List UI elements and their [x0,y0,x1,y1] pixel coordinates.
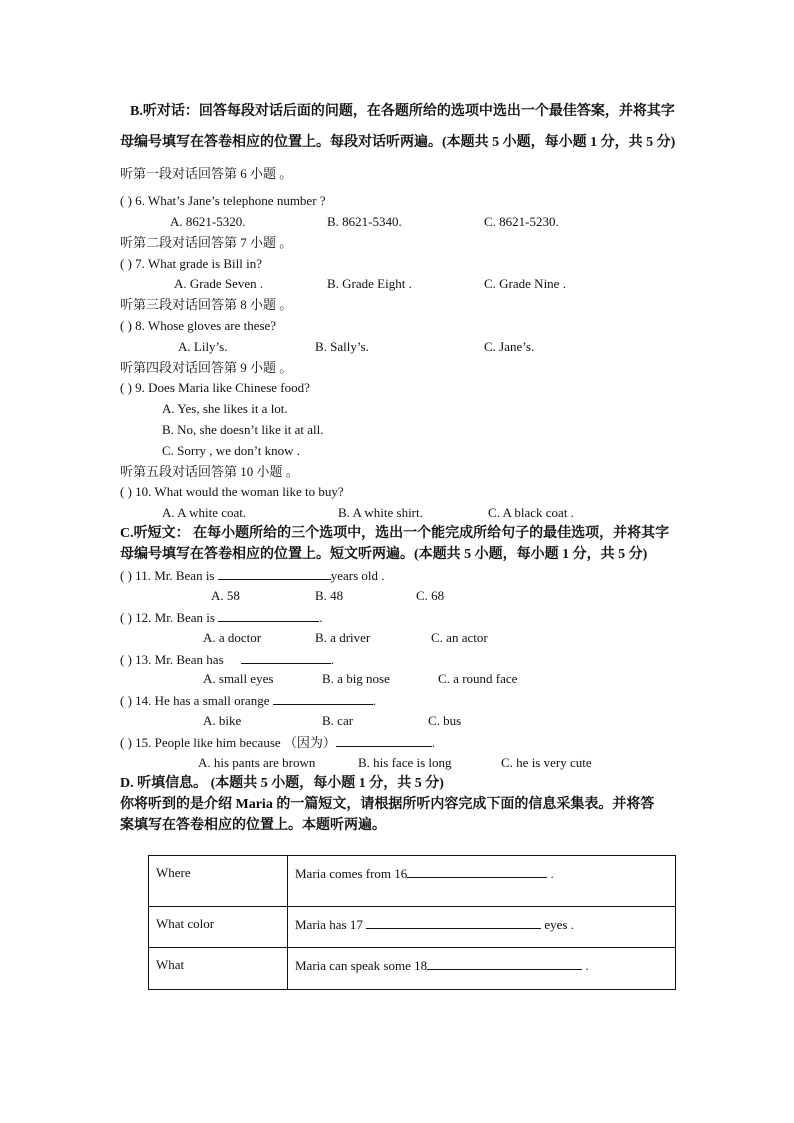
question-text: 6. What’s Jane’s telephone number ? [135,193,326,208]
row-text-end: . [547,866,554,881]
option-b[interactable]: B. 8621-5340. [327,214,402,229]
option-a[interactable]: A. bike [203,713,242,728]
question-8 [120,318,276,334]
option-a[interactable]: A. Grade Seven . [174,276,264,291]
option-a[interactable]: A. 8621-5320. [170,214,246,229]
question-6 [120,193,326,209]
answer-paren[interactable]: ( ) [120,652,132,667]
table-row [149,948,676,990]
row-text: Maria has 17 [295,917,367,932]
option-a[interactable]: A. his pants are brown [198,755,316,770]
table-row [149,856,676,907]
section-c-heading-2: 母编号填写在答卷相应的位置上。短文听两遍。(本题共 5 小题，每小题 1 分，共 5 分) [120,547,648,562]
option-c[interactable]: C. Jane’s. [484,339,535,354]
option-b[interactable]: B. 48 [315,588,344,603]
row-content [288,948,676,990]
answer-paren[interactable]: ( ) [120,484,132,499]
question-7-options [0,276,794,292]
answer-blank-18[interactable] [427,957,582,970]
row-label: Where [149,856,288,907]
question-text: 7. What grade is Bill in? [135,256,263,271]
section-b-heading-2: 母编号填写在答卷相应的位置上。每段对话听两遍。(本题共 5 小题，每小题 1 分，共 5 分) [120,135,676,150]
answer-blank[interactable] [218,609,319,622]
dialogue-intro-1: 听第一段对话回答第 6 小题 。 [120,166,293,181]
question-text: 8. Whose gloves are these? [135,318,277,333]
question-14 [120,692,376,709]
option-c[interactable]: C. 68 [416,588,445,603]
section-d-intro-2: 案填写在答卷相应的位置上。本题听两遍。 [120,818,386,833]
question-14-options [0,713,794,729]
answer-paren[interactable]: ( ) [120,318,132,333]
answer-paren[interactable]: ( ) [120,380,132,395]
question-text: 15. People like him because （因为） [135,735,336,750]
option-b[interactable]: B. Sally’s. [315,339,369,354]
section-c-heading-1: C.听短文： 在每小题所给的三个选项中，选出一个能完成所给句子的最佳选项，并将其字 [120,526,670,541]
info-table [148,855,676,990]
option-a[interactable]: A. A white coat. [162,505,247,520]
answer-blank[interactable] [336,734,432,747]
option-c[interactable]: C. bus [428,713,462,728]
question-text-end: . [330,652,335,667]
question-text: 13. Mr. Bean has [135,652,227,667]
option-a[interactable]: A. small eyes [203,671,274,686]
question-text-end: years old . [330,568,385,583]
option-c[interactable]: C. A black coat . [488,505,574,520]
answer-paren[interactable]: ( ) [120,610,132,625]
question-11-options [0,588,794,604]
question-12-options [0,630,794,646]
question-13-options [0,671,794,687]
question-13 [120,651,334,668]
option-a[interactable]: A. 58 [211,588,240,603]
question-15 [120,734,435,751]
answer-blank[interactable] [218,567,331,580]
option-b[interactable]: B. car [322,713,354,728]
row-label: What color [149,907,288,948]
question-text: 10. What would the woman like to buy? [135,484,344,499]
option-c[interactable]: C. an actor [431,630,488,645]
section-d-heading: D. 听填信息。 (本题共 5 小题，每小题 1 分，共 5 分) [120,776,444,791]
option-b[interactable]: B. No, she doesn’t like it at all. [162,422,324,437]
section-b-heading-1: B.听对话：回答每段对话后面的问题，在各题所给的选项中选出一个最佳答案，并将其字 [130,104,675,119]
row-label: What [149,948,288,990]
question-text-end: . [431,735,436,750]
question-15-options [0,755,794,771]
answer-paren[interactable]: ( ) [120,735,132,750]
question-11 [120,567,385,584]
answer-paren[interactable]: ( ) [120,193,132,208]
option-a[interactable]: A. Lily’s. [178,339,228,354]
question-9 [120,380,310,396]
row-content [288,907,676,948]
dialogue-intro-2: 听第二段对话回答第 7 小题 。 [120,235,293,250]
dialogue-intro-4: 听第四段对话回答第 9 小题 。 [120,360,293,375]
option-c[interactable]: C. 8621-5230. [484,214,559,229]
answer-blank-17[interactable] [366,916,541,929]
question-12 [120,609,322,626]
option-b[interactable]: B. a driver [315,630,371,645]
question-text: 11. Mr. Bean is [135,568,218,583]
answer-blank[interactable] [241,651,331,664]
option-c[interactable]: C. a round face [438,671,518,686]
dialogue-intro-3: 听第三段对话回答第 8 小题 。 [120,297,293,312]
row-text: Maria comes from 16 [295,866,408,881]
option-c[interactable]: C. Sorry , we don’t know . [162,443,301,458]
question-10 [120,484,344,500]
section-d-intro-1: 你将听到的是介绍 Maria 的一篇短文，请根据所听内容完成下面的信息采集表。并将答 [120,797,655,812]
option-c[interactable]: C. Grade Nine . [484,276,566,291]
option-b[interactable]: B. Grade Eight . [327,276,412,291]
option-b[interactable]: B. his face is long [358,755,452,770]
option-c[interactable]: C. he is very cute [501,755,592,770]
row-text-end: . [582,958,589,973]
option-a[interactable]: A. Yes, she likes it a lot. [162,401,288,416]
question-8-options [0,339,794,355]
dialogue-intro-5: 听第五段对话回答第 10 小题 。 [120,464,299,479]
answer-paren[interactable]: ( ) [120,256,132,271]
question-text-end: . [319,610,323,625]
question-7 [120,256,262,272]
row-content [288,856,676,907]
option-b[interactable]: B. a big nose [322,671,390,686]
answer-paren[interactable]: ( ) [120,568,132,583]
option-b[interactable]: B. A white shirt. [338,505,423,520]
row-text-end: eyes . [541,917,574,932]
question-text: 14. He has a small orange [135,693,273,708]
question-10-options [0,505,794,521]
question-6-options [0,214,794,230]
answer-blank-16[interactable] [407,865,547,878]
answer-blank[interactable] [273,692,373,705]
option-a[interactable]: A. a doctor [203,630,262,645]
answer-paren[interactable]: ( ) [120,693,132,708]
question-text: 12. Mr. Bean is [135,610,219,625]
table-row [149,907,676,948]
question-text: 9. Does Maria like Chinese food? [135,380,310,395]
row-text: Maria can speak some 18 [295,958,428,973]
question-text-end: . [372,693,376,708]
